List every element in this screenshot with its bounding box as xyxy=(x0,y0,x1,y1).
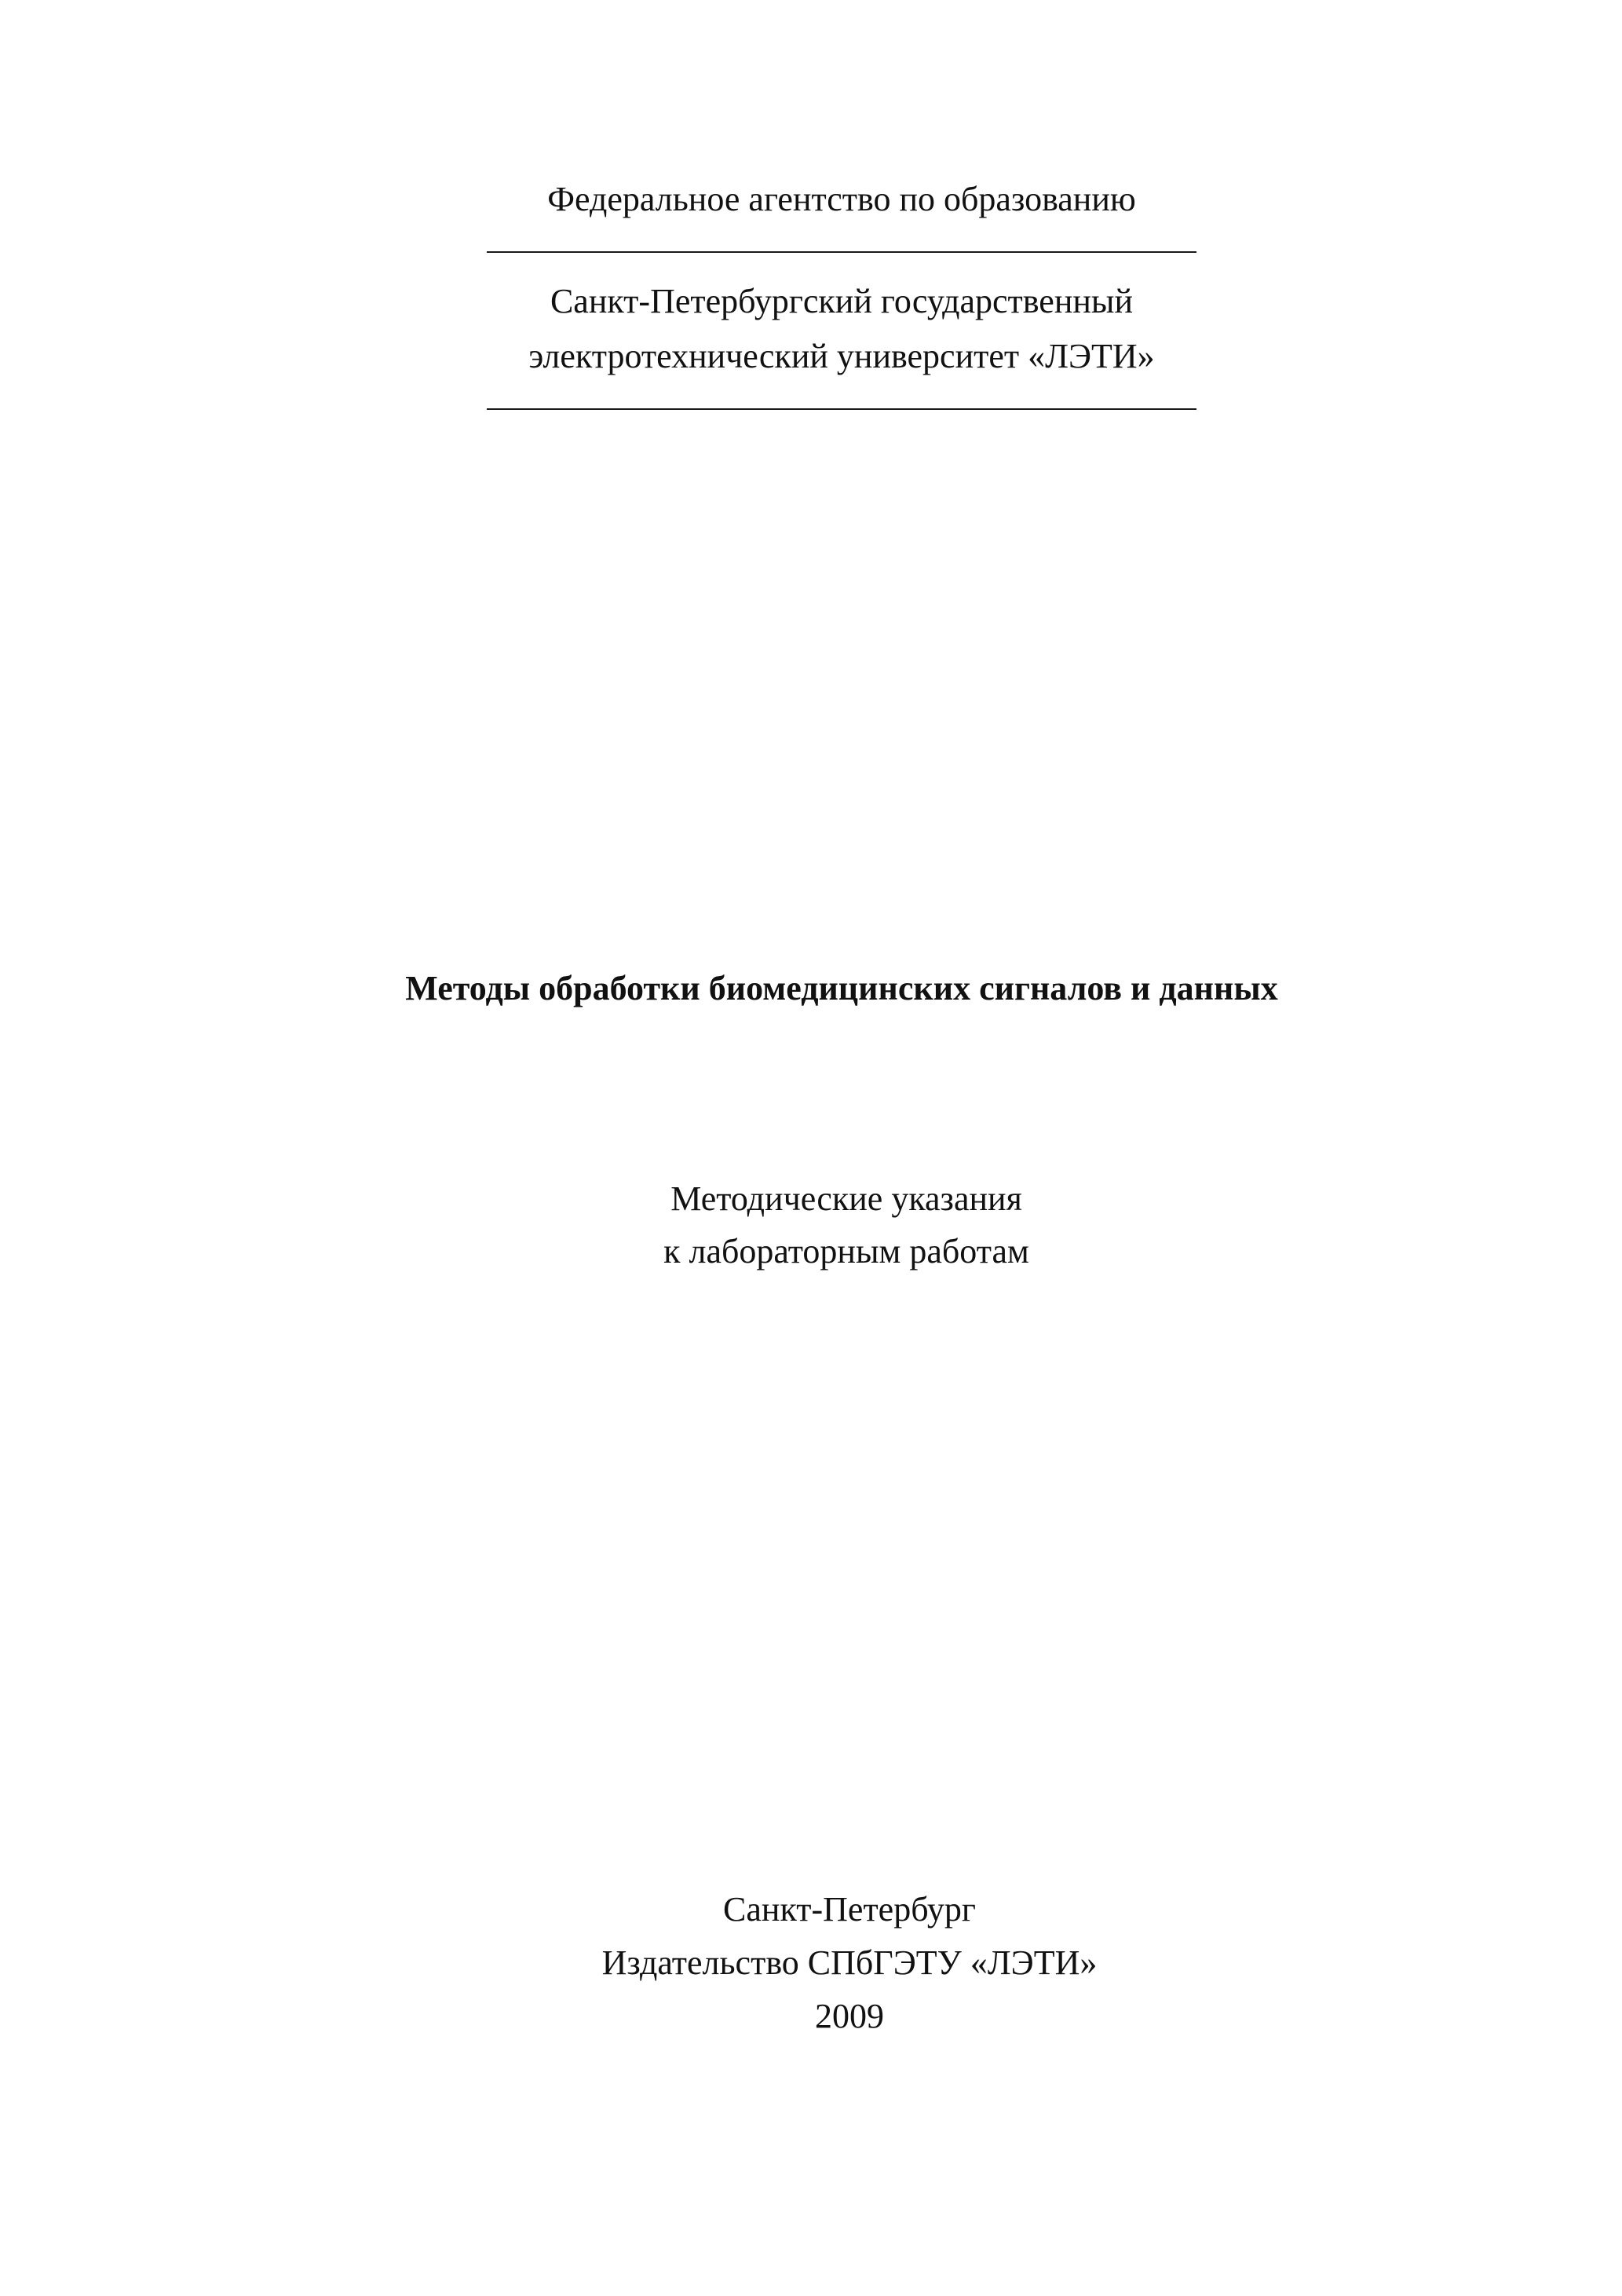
imprint-publisher: Издательство СПбГЭТУ «ЛЭТИ» xyxy=(601,1943,1098,1982)
header-divider-top xyxy=(487,251,1196,253)
header-divider-bottom xyxy=(487,408,1196,410)
subtitle-line2: к лабораторным работам xyxy=(663,1232,1029,1270)
agency-name: Федеральное агентство по образованию xyxy=(547,180,1136,218)
university-name-line2: электротехнический университет «ЛЭТИ» xyxy=(528,337,1155,375)
imprint-year: 2009 xyxy=(815,1997,884,2035)
imprint-city: Санкт-Петербург xyxy=(723,1890,976,1929)
subtitle-line1: Методические указания xyxy=(670,1179,1022,1218)
document-title: Методы обработки биомедицинских сигналов и данных xyxy=(405,969,1278,1007)
university-name-line1: Санкт-Петербургский государственный xyxy=(550,282,1134,320)
